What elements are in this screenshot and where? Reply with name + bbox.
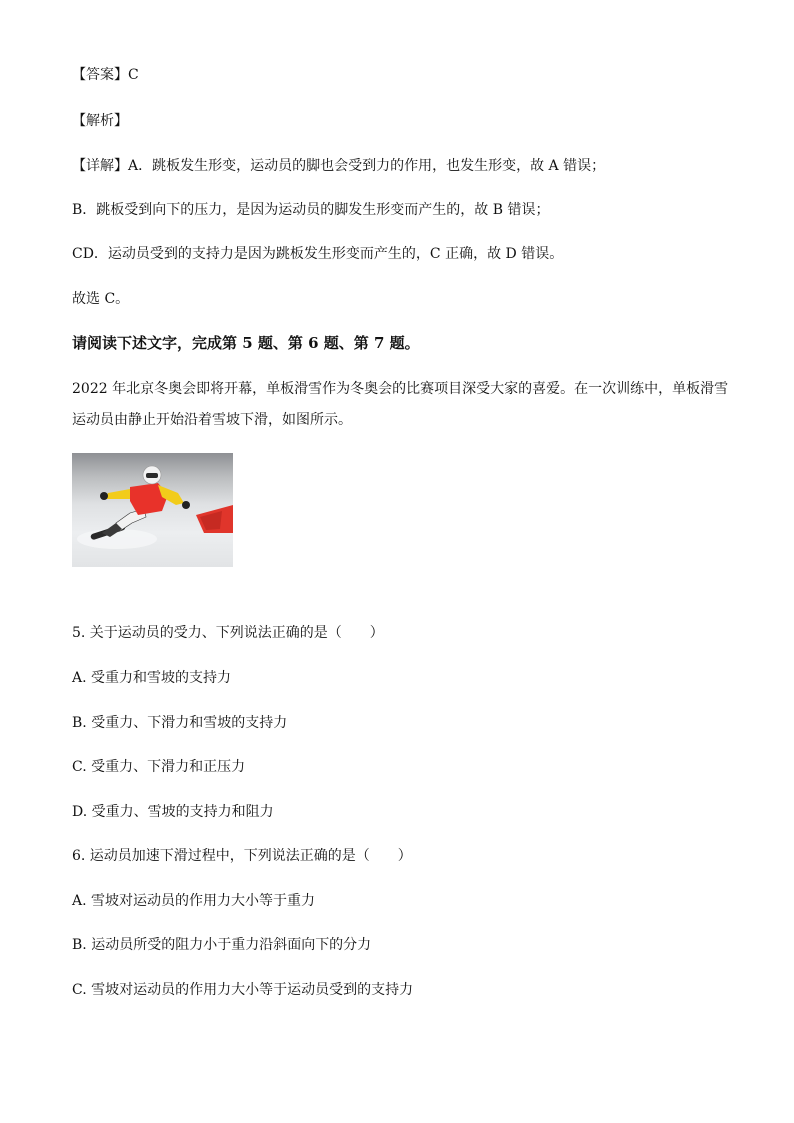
snowboarder-illustration (72, 453, 233, 567)
question-5-option-d: D. 受重力、雪坡的支持力和阻力 (72, 804, 274, 820)
question-6-stem: 6. 运动员加速下滑过程中，下列说法正确的是（ ） (72, 848, 412, 864)
detail-option-b: B．跳板受到向下的压力，是因为运动员的脚发生形变而产生的，故 B 错误； (72, 202, 550, 218)
answer-label: 【答案】C (72, 67, 139, 83)
reading-heading: 请阅读下述文字，完成第 5 题、第 6 题、第 7 题。 (72, 334, 420, 352)
question-6-option-c: C. 雪坡对运动员的作用力大小等于运动员受到的支持力 (72, 982, 414, 998)
reading-paragraph-line-1: 2022 年北京冬奥会即将开幕，单板滑雪作为冬奥会的比赛项目深受大家的喜爱。在一次训练中，单板滑雪 (72, 381, 729, 397)
question-5-stem: 5. 关于运动员的受力、下列说法正确的是（ ） (72, 625, 384, 641)
conclusion: 故选 C。 (72, 291, 130, 307)
detail-option-cd: CD．运动员受到的支持力是因为跳板发生形变而产生的，C 正确，故 D 错误。 (72, 246, 564, 262)
question-5-option-c: C. 受重力、下滑力和正压力 (72, 759, 246, 775)
question-5-option-a: A. 受重力和雪坡的支持力 (72, 670, 232, 686)
question-6-option-b: B. 运动员所受的阻力小于重力沿斜面向下的分力 (72, 937, 372, 953)
reading-paragraph-line-2: 运动员由静止开始沿着雪坡下滑，如图所示。 (72, 412, 352, 428)
question-5-option-b: B. 受重力、下滑力和雪坡的支持力 (72, 715, 288, 731)
analysis-label: 【解析】 (72, 113, 128, 129)
snowboarder-photo (72, 453, 233, 567)
detail-option-a: 【详解】A．跳板发生形变，运动员的脚也会受到力的作用，也发生形变，故 A 错误； (72, 158, 606, 174)
question-6-option-a: A. 雪坡对运动员的作用力大小等于重力 (72, 893, 316, 909)
